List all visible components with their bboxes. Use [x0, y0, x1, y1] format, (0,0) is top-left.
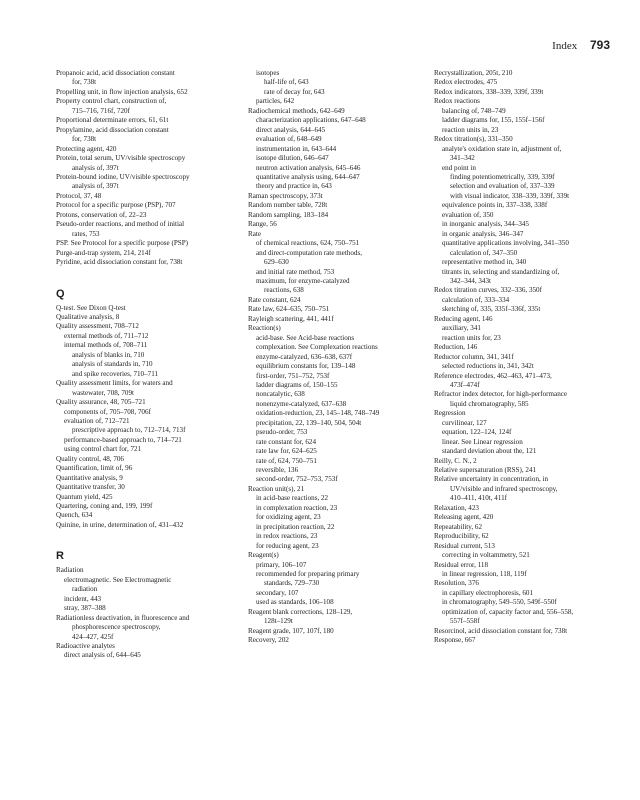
index-entry: in precipitation reaction, 22: [256, 522, 335, 531]
index-entry: rates, 753: [72, 229, 100, 238]
index-entry: 341–342: [450, 154, 475, 163]
index-entry: noncatalytic, 638: [256, 390, 305, 399]
index-entry: particles, 642: [256, 97, 295, 106]
index-entry: end point in: [442, 163, 476, 172]
entries-block-r: [56, 566, 228, 661]
index-entry: Regression: [434, 409, 466, 418]
index-entry: Response, 667: [434, 636, 476, 645]
index-entry: 715–716, 716f, 720f: [72, 106, 130, 115]
index-entry: rate law for, 624–625: [256, 447, 317, 456]
entries-block-q: [56, 304, 228, 531]
index-entry: Redox indicators, 338–339, 339f, 339t: [434, 87, 544, 96]
index-entry: phosphorescence spectroscopy,: [72, 623, 161, 632]
index-entry: Reduction, 146: [434, 343, 478, 352]
index-entry: acid-base. See Acid-base reactions: [256, 333, 355, 342]
page-number: 793: [589, 38, 610, 52]
index-entry: calculation of, 347–350: [450, 248, 518, 257]
index-entry: selected reductions in, 341, 342t: [442, 362, 534, 371]
index-entry: in capillary electrophoresis, 601: [442, 588, 534, 597]
index-entry: standards, 729–730: [264, 579, 320, 588]
index-entry: Quantification, limit of, 96: [56, 464, 133, 473]
index-entry: secondary, 107: [256, 588, 299, 597]
index-entry: external methods of, 711–712: [64, 331, 149, 340]
index-entry: instrumentation in, 643–644: [256, 144, 337, 153]
index-entry: Rate: [248, 229, 261, 238]
index-entry: Quantum yield, 425: [56, 492, 113, 501]
index-entry: 557f–558f: [450, 617, 480, 626]
index-entry: and spike recoveries, 710–711: [72, 369, 159, 378]
index-entry: liquid chromatography, 585: [450, 399, 529, 408]
index-entry: Reducing agent, 146: [434, 314, 493, 323]
index-entry: Range, 56: [248, 220, 277, 229]
index-entry: internal methods of, 708–711: [64, 341, 148, 350]
index-entry: Redox reactions: [434, 97, 480, 106]
index-entry: Purge-and-trap system, 214, 214f: [56, 248, 151, 257]
index-entry: Relative uncertainty in concentration, in: [434, 475, 549, 484]
index-entry: Property control chart, construction of,: [56, 97, 167, 106]
index-entry: first-order, 751–752, 753f: [256, 371, 330, 380]
index-entry: in chromatography, 549–550, 549f–550f: [442, 598, 557, 607]
index-entry: maximum, for enzyme-catalyzed: [256, 276, 350, 285]
index-entry: Propelling unit, in flow injection analysis, 652: [56, 87, 188, 96]
index-entry: precipitation, 22, 139–140, 504, 504t: [256, 418, 362, 427]
index-entry: in redox reactions, 23: [256, 532, 318, 541]
index-entry: Quality assessment, 708–712: [56, 322, 139, 331]
index-entry: analyte's oxidation state in, adjustment of,: [442, 144, 562, 153]
index-entry: Quench, 634: [56, 511, 93, 520]
index-entry: direct analysis of, 644–645: [64, 651, 141, 660]
index-entry: PSP. See Protocol for a specific purpose (PSP): [56, 239, 189, 248]
index-entry: sketching of, 335, 335f–336f, 335t: [442, 305, 541, 314]
index-entry: Resorcinol, acid dissociation constant for, 738t: [434, 626, 568, 635]
index-entry: Protecting agent, 420: [56, 144, 117, 153]
index-entry: Quality assurance, 48, 705–721: [56, 398, 146, 407]
index-entry: quantitative analysis using, 644–647: [256, 172, 360, 181]
index-entry: reaction units for, 23: [442, 333, 501, 342]
index-entry: Protocol for a specific purpose (PSP), 707: [56, 201, 176, 210]
index-entry: components of, 705–708, 706f: [64, 407, 151, 416]
index-entry: equation, 122–124, 124f: [442, 428, 512, 437]
index-entry: Refractor index detector, for high-performance: [434, 390, 568, 399]
index-entry: incident, 443: [64, 594, 102, 603]
index-entry: reversible, 136: [256, 466, 299, 475]
index-entry: Propanoic acid, acid dissociation constant: [56, 69, 175, 77]
index-entry: Protein, total serum, UV/visible spectroscopy: [56, 154, 186, 163]
index-entry: Releasing agent, 420: [434, 513, 494, 522]
index-entry: radiation: [72, 585, 98, 594]
index-entry: Resolution, 376: [434, 579, 479, 588]
entries-block-col3: [434, 69, 610, 646]
index-entry: recommended for preparing primary: [256, 570, 360, 579]
index-entry: Reilly, C. N., 2: [434, 456, 477, 465]
index-entry: half-life of, 643: [264, 78, 309, 87]
index-entry: analysis of, 397t: [72, 182, 119, 191]
index-entry: Quality control, 48, 706: [56, 454, 124, 463]
index-entry: 629–630: [264, 258, 289, 267]
index-entry: Residual current, 513: [434, 541, 495, 550]
index-entry: Protein-bound iodine, UV/visible spectroscopy: [56, 172, 190, 181]
index-entry: Proportional determinate errors, 61, 61t: [56, 116, 169, 125]
index-entry: pseudo-order, 753: [256, 428, 308, 437]
index-entry: Relaxation, 423: [434, 503, 479, 512]
index-entry: primary, 106–107: [256, 560, 307, 569]
index-entry: Protons, conservation of, 22–23: [56, 210, 147, 219]
entries-block-col2: [248, 69, 420, 646]
index-entry: curvilinear, 127: [442, 418, 487, 427]
index-entry: in complexation reaction, 23: [256, 503, 338, 512]
index-entry: 410–411, 410t, 411f: [450, 494, 508, 503]
index-entry: Repeatability, 62: [434, 522, 483, 531]
index-entry: in acid-base reactions, 22: [256, 494, 329, 503]
index-entry: Reproducibility, 62: [434, 532, 489, 541]
index-entry: equilibrium constants for, 139–148: [256, 362, 356, 371]
index-entry: Quantitative transfer, 30: [56, 483, 125, 492]
index-entry: Qualitative analysis, 8: [56, 312, 120, 321]
index-entry: in organic analysis, 346–347: [442, 229, 524, 238]
index-entry: oxidation-reduction, 23, 145–148, 748–749: [256, 409, 380, 418]
index-entry: representative method in, 340: [442, 258, 527, 267]
index-entry: for, 738t: [72, 78, 97, 87]
index-entry: stray, 387–388: [64, 604, 106, 613]
index-entry: 128t–129t: [264, 617, 293, 626]
index-entry: in inorganic analysis, 344–345: [442, 220, 529, 229]
index-entry: Reaction(s): [248, 324, 281, 333]
index-entry: evaluation of, 712–721: [64, 416, 130, 425]
index-entry: 473f–474f: [450, 380, 480, 389]
index-entry: analysis of blanks in, 710: [72, 350, 145, 359]
index-entry: Quality assessment limits, for waters and: [56, 379, 173, 388]
index-entry: 424–427, 425f: [72, 632, 114, 641]
index-entry: titrants in, selecting and standardizing of,: [442, 267, 560, 276]
index-entry: Rate law, 624–635, 750–751: [248, 305, 330, 314]
index-entry: reactions, 638: [264, 286, 304, 295]
index-entry: electromagnetic. See Electromagnetic: [64, 575, 172, 584]
index-entry: of chemical reactions, 624, 750–751: [256, 239, 360, 248]
index-entry: ladder diagrams for, 155, 155f–156f: [442, 116, 545, 125]
section-heading-r: R: [56, 550, 64, 563]
index-entry: Reference electrodes, 462–463, 471–473,: [434, 371, 552, 380]
index-entry: in linear regression, 118, 119f: [442, 570, 527, 579]
index-entry: Radiochemical methods, 642–649: [248, 106, 345, 115]
index-entry: wastewater, 708, 709t: [72, 388, 134, 397]
index-entry: Rayleigh scattering, 441, 441f: [248, 314, 334, 323]
index-entry: and initial rate method, 753: [256, 267, 335, 276]
index-entry: rate constant for, 624: [256, 437, 316, 446]
index-column-1: [56, 69, 228, 661]
index-entry: evaluation of, 350: [442, 210, 494, 219]
section-title: Index: [552, 40, 578, 52]
index-entry: for reducing agent, 23: [256, 541, 319, 550]
index-entry: optimization of, capacity factor and, 556–558,: [442, 607, 574, 616]
index-entry: performance-based approach to, 714–721: [64, 435, 182, 444]
index-entry: Reductor column, 341, 341f: [434, 352, 514, 361]
index-entry: 342–344, 343t: [450, 276, 491, 285]
index-entry: isotopes: [256, 69, 280, 77]
index-entry: evaluation of, 648–649: [256, 135, 322, 144]
index-entry: analysis of standards in, 710: [72, 360, 153, 369]
index-entry: complexation. See Complexation reactions: [256, 343, 378, 352]
index-entry: Random number table, 728t: [248, 201, 328, 210]
index-entry: used as standards, 106–108: [256, 598, 334, 607]
index-entry: Quantitative analysis, 9: [56, 473, 123, 482]
index-entry: balancing of, 748–749: [442, 106, 506, 115]
index-entry: Random sampling, 183–184: [248, 210, 329, 219]
index-entry: Relative supersaturation (RSS), 241: [434, 466, 537, 475]
index-entry: Residual error, 118: [434, 560, 489, 569]
index-entry: Radiation: [56, 566, 84, 575]
index-entry: Reagent(s): [248, 551, 279, 560]
index-entry: Redox titration(s), 331–350: [434, 135, 513, 144]
index-entry: selection and evaluation of, 337–339: [450, 182, 555, 191]
index-entry: Propylamine, acid dissociation constant: [56, 125, 169, 134]
index-entry: Recovery, 202: [248, 636, 289, 645]
index-entry: prescriptive approach to, 712–714, 713f: [72, 426, 186, 435]
index-entry: Q-test. See Dixon Q-test: [56, 303, 126, 312]
index-entry: Radiationless deactivation, in fluorescence and: [56, 613, 190, 622]
index-entry: reaction units in, 23: [442, 125, 499, 134]
index-entry: Recrystallization, 205t, 210: [434, 69, 513, 77]
index-entry: and direct-computation rate methods,: [256, 248, 362, 257]
entries-block-p: [56, 69, 228, 268]
index-entry: Reaction unit(s), 21: [248, 484, 305, 493]
index-entry: with visual indicator, 338–339, 339f, 339t: [450, 191, 570, 200]
index-entry: Redox electrodes, 475: [434, 78, 498, 87]
index-entry: equivalence points in, 337–338, 338f: [442, 201, 548, 210]
index-entry: isotope dilution, 646–647: [256, 154, 329, 163]
index-entry: direct analysis, 644–645: [256, 125, 326, 134]
index-entry: Reagent grade, 107, 107f, 180: [248, 626, 334, 635]
index-entry: correcting in voltammetry, 521: [442, 551, 530, 560]
index-entry: nonenzyme-catalyzed, 637–638: [256, 399, 347, 408]
index-entry: linear. See Linear regression: [442, 437, 523, 446]
index-entry: characterization applications, 647–648: [256, 116, 366, 125]
index-entry: auxiliary, 341: [442, 324, 481, 333]
index-entry: Pyridine, acid dissociation constant for, 738t: [56, 258, 183, 267]
index-entry: Reagent blank corrections, 128–129,: [248, 607, 353, 616]
index-entry: Redox titration curves, 332–336, 350f: [434, 286, 542, 295]
index-entry: UV/visible and infrared spectroscopy,: [450, 484, 558, 493]
index-column-3: [434, 69, 610, 646]
index-entry: rate of decay for, 643: [264, 87, 325, 96]
index-entry: Protocol, 37, 48: [56, 191, 102, 200]
index-entry: Pseudo-order reactions, and method of initial: [56, 220, 185, 229]
index-entry: standard deviation about the, 121: [442, 447, 537, 456]
index-entry: Rate constant, 624: [248, 295, 301, 304]
index-entry: rate of, 624, 750–751: [256, 456, 317, 465]
index-entry: Radioactive analytes: [56, 642, 115, 651]
index-entry: Raman spectroscopy, 373t: [248, 191, 323, 200]
index-column-2: [248, 69, 420, 646]
index-entry: for, 738t: [72, 135, 97, 144]
index-entry: analysis of, 397t: [72, 163, 119, 172]
index-entry: for oxidizing agent, 23: [256, 513, 321, 522]
index-entry: using control chart for, 721: [64, 445, 142, 454]
index-entry: second-order, 752–753, 753f: [256, 475, 338, 484]
section-heading-q: Q: [56, 287, 65, 300]
index-entry: theory and practice in, 643: [256, 182, 332, 191]
index-entry: calculation of, 333–334: [442, 295, 510, 304]
running-header: [552, 38, 610, 52]
index-entry: finding potentiometrically, 339, 339f: [450, 172, 555, 181]
index-entry: neutron activation analysis, 645–646: [256, 163, 361, 172]
index-entry: quantitative applications involving, 341–350: [442, 239, 569, 248]
index-entry: Quartering, coning and, 199, 199f: [56, 502, 153, 511]
index-entry: ladder diagrams of, 150–155: [256, 380, 338, 389]
index-entry: enzyme-catalyzed, 636–638, 637f: [256, 352, 353, 361]
index-entry: Quinine, in urine, determination of, 431–432: [56, 520, 184, 529]
